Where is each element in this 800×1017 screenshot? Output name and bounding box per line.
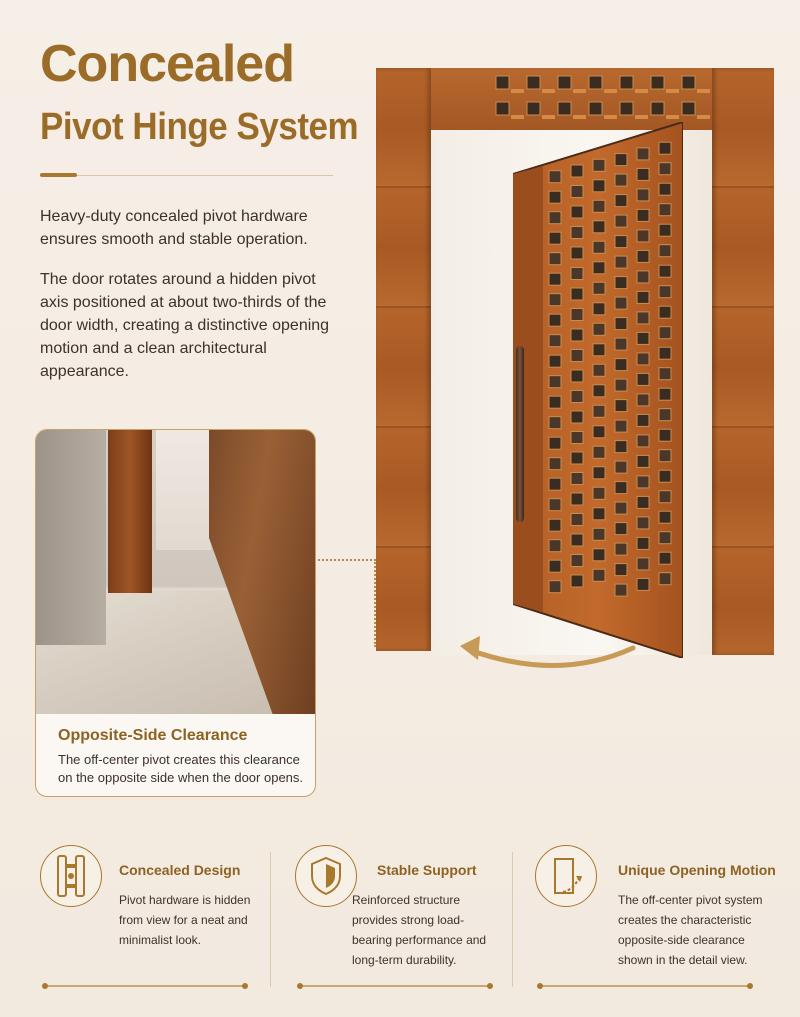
feature-text: The off-center pivot system creates the characteristic opposite-side clearance shown in the detail view.	[618, 893, 763, 967]
detail-card-text: The off-center pivot creates this clearance on the opposite side when the door opens.	[58, 752, 304, 785]
feature-text: Reinforced structure provides strong load-bearing performance and long-term durability.	[352, 893, 487, 967]
title-divider-accent	[40, 173, 77, 177]
door-jamb-left	[376, 68, 431, 651]
title-divider	[40, 175, 333, 176]
feature-underline	[540, 985, 750, 987]
feature-title: Concealed Design	[119, 862, 241, 878]
intro-paragraph-1: Heavy-duty concealed pivot hardware ensures smooth and stable operation.	[40, 208, 308, 248]
clearance-detail-photo	[36, 430, 315, 714]
door-panel-svg	[513, 122, 683, 658]
door-opening-icon	[535, 845, 597, 907]
page-title-line2: Pivot Hinge System	[40, 106, 359, 148]
detail-card-title: Opposite-Side Clearance	[58, 727, 248, 744]
pivot-door	[513, 122, 683, 658]
door-jamb-right	[712, 68, 774, 655]
intro-paragraph-2: The door rotates around a hidden pivot axis positioned at about two-thirds of the door width, creating a distinctive opening motion and a clean architectural appearance.	[40, 271, 330, 380]
door-pull-handle	[516, 346, 524, 522]
shield-icon	[295, 845, 357, 907]
feature-title: Stable Support	[377, 862, 477, 878]
feature-text: Pivot hardware is hidden from view for a neat and minimalist look.	[119, 893, 251, 947]
feature-separator	[270, 852, 271, 987]
rotation-arrow-icon	[458, 630, 638, 680]
page-title-line1: Concealed	[40, 35, 294, 93]
feature-title: Unique Opening Motion	[618, 862, 776, 878]
feature-separator	[512, 852, 513, 987]
detail-card	[35, 429, 316, 797]
feature-underline	[45, 985, 245, 987]
callout-connector	[314, 559, 376, 647]
hinge-icon	[40, 845, 102, 907]
feature-underline	[300, 985, 490, 987]
